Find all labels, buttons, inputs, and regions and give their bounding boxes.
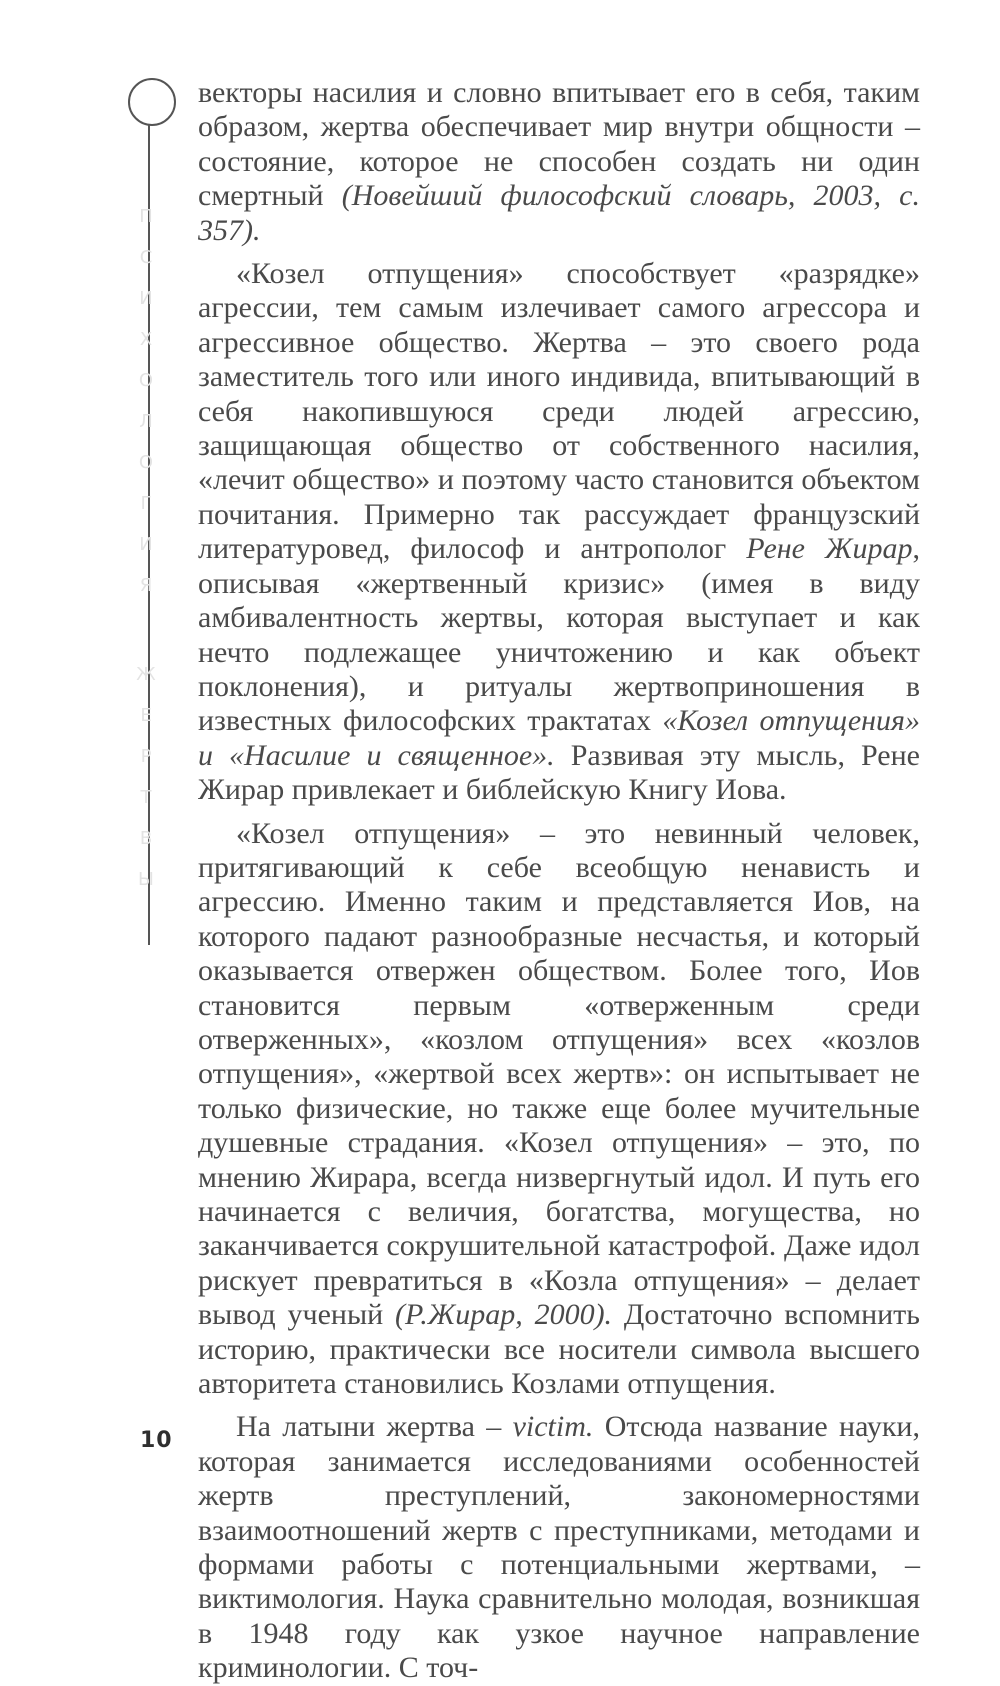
side-letter: Х <box>139 329 153 350</box>
paragraph-1 <box>198 76 920 248</box>
side-letter: Р <box>140 746 152 767</box>
side-letter: И <box>139 534 153 555</box>
side-letter-gap <box>132 606 160 654</box>
paragraph-3 <box>198 817 920 1402</box>
paragraph-text: Отсюда название науки, которая занимается исследованиями особенностей жертв преступлений, закономерностями взаимоотношений жертв с преступниками, методами и формами работы с потенциальными жертвами, – виктимология. Наука сравнительно молодая, возникшая в 1948 году как узкое научное направление криминологии. С точ- <box>198 1410 920 1685</box>
side-letter: Т <box>140 787 152 808</box>
citation: (Р.Жирар, 2000). <box>394 1298 613 1332</box>
side-letter: Е <box>140 705 152 726</box>
side-letter: Я <box>139 575 153 596</box>
author-name: Рене Жирар <box>746 532 913 566</box>
side-letter: Г <box>140 493 152 514</box>
paragraph-text: векторы насилия и словно впитывает его в себя, таким образом, жертва обеспечивает мир внутри общности – состояние, которое не способен создать ни один смертный <box>198 76 920 213</box>
side-letter: С <box>139 247 153 268</box>
paragraph-text: , описывая «жертвенный кризис» (имея в виду амбивалентность жертвы, которая выступает и как нечто подлежащее уничтожению и как объект поклонения), и ритуалы жертвоприношения в известных философских трактатах <box>198 532 920 738</box>
page-number: 10 <box>140 1428 173 1453</box>
side-letter: Ж <box>136 664 156 685</box>
book-titles: «Козел отпущения» и «Насилие и священное». <box>198 704 920 772</box>
paragraph-text: Достаточно вспомнить историю, практически все носители символа высшего авторитета становились Козлами отпущения. <box>198 1298 920 1401</box>
side-letter: О <box>138 370 154 391</box>
side-letter: П <box>139 206 153 227</box>
paragraph-text: Развивая эту мысль, Рене Жирар привлекает и библейскую Книгу Иова. <box>198 738 920 807</box>
margin-circle-ornament <box>128 78 176 126</box>
paragraph-text: «Козел отпущения» – это невинный человек, притягивающий к себе всеобщую ненависть и агрессию. Именно таким и представляется Иов, на которого падают разнообразные несчастья, и который оказывается отвержен обществом. Более того, Иов становится первым «отверженным среди отверженных», «козлом отпущения» всех «козлов отпущения», «жертвой всех жертв»: он испытывает не только физические, но также еще более мучительные душевные страдания. «Козел отпущения» – это, по мнению Жирара, всегда низвергнутый идол. И путь его начинается с величия, богатства, могущества, но заканчивается сокрушительной катастрофой. Даже идол рискует превратиться в «Козла отпущения» – делает вывод ученый <box>198 816 920 1332</box>
paragraph-4 <box>198 1410 920 1685</box>
citation: (Новейший философский словарь, 2003, с. 357). <box>198 179 920 247</box>
side-letter: В <box>139 828 153 849</box>
paragraph-2 <box>198 257 920 808</box>
paragraph-text: На латыни жертва – <box>236 1410 513 1444</box>
body-text <box>198 76 920 1686</box>
paragraph-text: «Козел отпущения» способствует «разрядке» агрессии, тем самым излечивает самого агрессора и агрессивное общество. Жертва – это своего рода заместитель того или иного индивида, впитывающий в себя накопившуюся среди людей агрессию, защищающая общество от собственного насилия, «лечит общество» и поэтому часто становится объектом почитания. Примерно так рассуждает французский литературовед, философ и антрополог <box>198 257 920 566</box>
latin-term: victim. <box>512 1410 594 1444</box>
side-letter: Л <box>139 411 153 432</box>
side-letter: И <box>139 288 153 309</box>
side-letter: Ы <box>138 869 154 890</box>
faded-side-title <box>132 196 160 900</box>
side-letter: О <box>138 452 154 473</box>
